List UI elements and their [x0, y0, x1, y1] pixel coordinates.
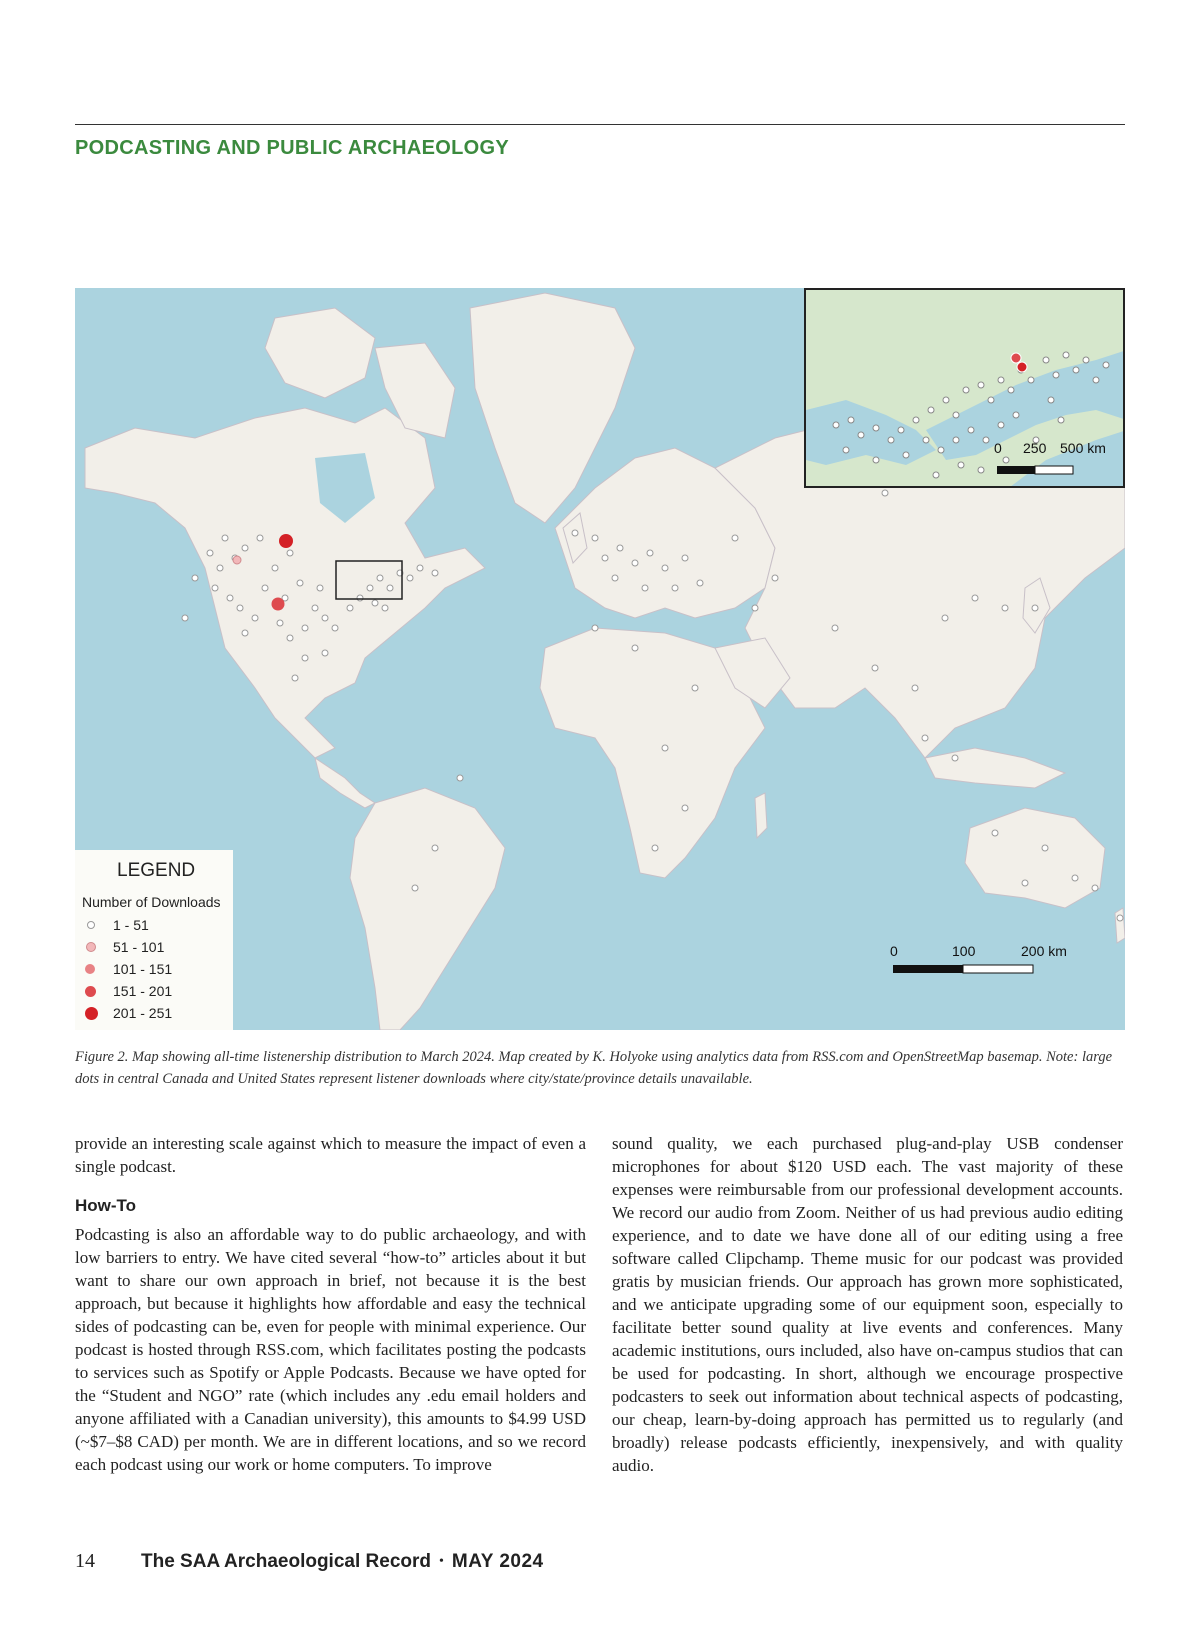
new-zealand: [1115, 908, 1125, 943]
footer-bullet: •: [439, 1554, 444, 1570]
listener-dot-medium: [233, 556, 241, 564]
legend-label: 201 - 251: [113, 1005, 173, 1021]
inset-map: [804, 288, 1125, 488]
inset-scale-zero: 0: [994, 440, 1002, 456]
legend-dot-201-251: [85, 1007, 98, 1020]
legend-item: [85, 980, 173, 1002]
main-scale-zero: 0: [890, 943, 898, 959]
legend-label: 1 - 51: [113, 917, 149, 933]
legend-label: 151 - 201: [113, 983, 173, 999]
issue-date: MAY 2024: [451, 1551, 544, 1572]
legend-item: [85, 914, 149, 936]
map-legend: [75, 850, 233, 1030]
legend-dot-51-101: [86, 942, 96, 952]
inset-large-dot-2: [1017, 362, 1027, 372]
southeast-asia-islands: [925, 748, 1065, 788]
paragraph-continued: sound quality, we each purchased plug-and-play USB condenser microphones for about $120 USD each. The vast majority of these expenses were reimbursable from our professional development accounts. We record our audio from Zoom. Neither of us had previous audio editing experience, and to date we have done all of our editing using a free software called Clipchamp. Theme music for our podcast was provided gratis by musician friends. Our approach has grown more sophisticated, and we anticipate upgrading some of our equipment soon, especially to facilitate better sound quality at live events and conferences. Many academic institutions, ours included, also have on-campus studios that can be used for podcasting. In short, although we encourage prospective podcasters to seek out information about technical aspects of podcasting, our cheap, learn-by-doing approach has permitted us to regularly (and broadly) release podcasts efficiently, inexpensively, and with quality audio.: [612, 1134, 1123, 1475]
legend-title: LEGEND: [117, 860, 196, 881]
listener-dot-large-us: [272, 598, 285, 611]
arctic-islands: [265, 308, 375, 398]
main-scale-bar: [893, 965, 1033, 973]
inset-scale-end: 500 km: [1060, 440, 1106, 456]
australia-landmass: [965, 808, 1105, 908]
inset-scale-mid: 250: [1023, 440, 1047, 456]
body-column-right: [612, 1132, 1123, 1477]
paragraph-intro: provide an interesting scale against which to measure the impact of even a single podcast.: [75, 1134, 586, 1176]
listenership-map-figure: [75, 288, 1125, 1030]
south-america-landmass: [350, 788, 505, 1030]
paragraph-how-to: Podcasting is also an affordable way to do public archaeology, and with low barriers to entry. We have cited several “how-to” articles about it but want to share our own approach in brief, not because it is the best approach, but because it highlights how affordable and easy the technical sides of podcasting can be, even for people with minimal experience. Our podcast is hosted through RSS.com, which facilitates posting the podcasts to services such as Spotify or Apple Podcasts. Because we have opted for the “Student and NGO” rate (which includes any .edu email holders and anyone affiliated with a Canadian university), this amounts to $4.99 USD (~$7–$8 CAD) per month. We are in different locations, and so we record each podcast using our work or home computers. To improve: [75, 1225, 586, 1474]
listener-dot-large-canada: [279, 534, 293, 548]
section-heading: How-To: [75, 1196, 137, 1215]
figure-caption: Figure 2. Map showing all-time listenership distribution to March 2024. Map created by K. Holyoke using analytics data from RSS.com and OpenStreetMap basemap. Note: large dots in central Canada and United States represent listener downloads where city/state/province details unavailable.: [75, 1049, 1113, 1087]
legend-subtitle: Number of Downloads: [82, 894, 221, 910]
section-title: PODCASTING AND PUBLIC ARCHAEOLOGY: [75, 137, 509, 159]
legend-dot-101-151: [85, 964, 95, 974]
legend-label: 101 - 151: [113, 961, 173, 977]
legend-dot-151-201: [85, 986, 96, 997]
legend-item: [85, 958, 173, 980]
madagascar: [755, 793, 767, 838]
page-footer: [75, 1550, 544, 1573]
inset-scale-bar: [997, 466, 1073, 474]
legend-label: 51 - 101: [113, 939, 165, 955]
legend-item: [85, 936, 165, 958]
legend-item: [85, 1002, 173, 1024]
north-america-landmass: [85, 408, 485, 758]
legend-dot-1-51: [87, 921, 95, 929]
page-number: 14: [75, 1550, 95, 1572]
body-column-left: [75, 1132, 586, 1476]
inset-large-dot-1: [1011, 353, 1021, 363]
central-america: [315, 758, 375, 808]
journal-title: The SAA Archaeological Record: [141, 1551, 431, 1572]
main-scale-mid: 100: [952, 943, 976, 959]
header-rule: [75, 124, 1125, 125]
inset-map-drawing: [806, 290, 1125, 488]
main-scale-end: 200 km: [1021, 943, 1067, 959]
